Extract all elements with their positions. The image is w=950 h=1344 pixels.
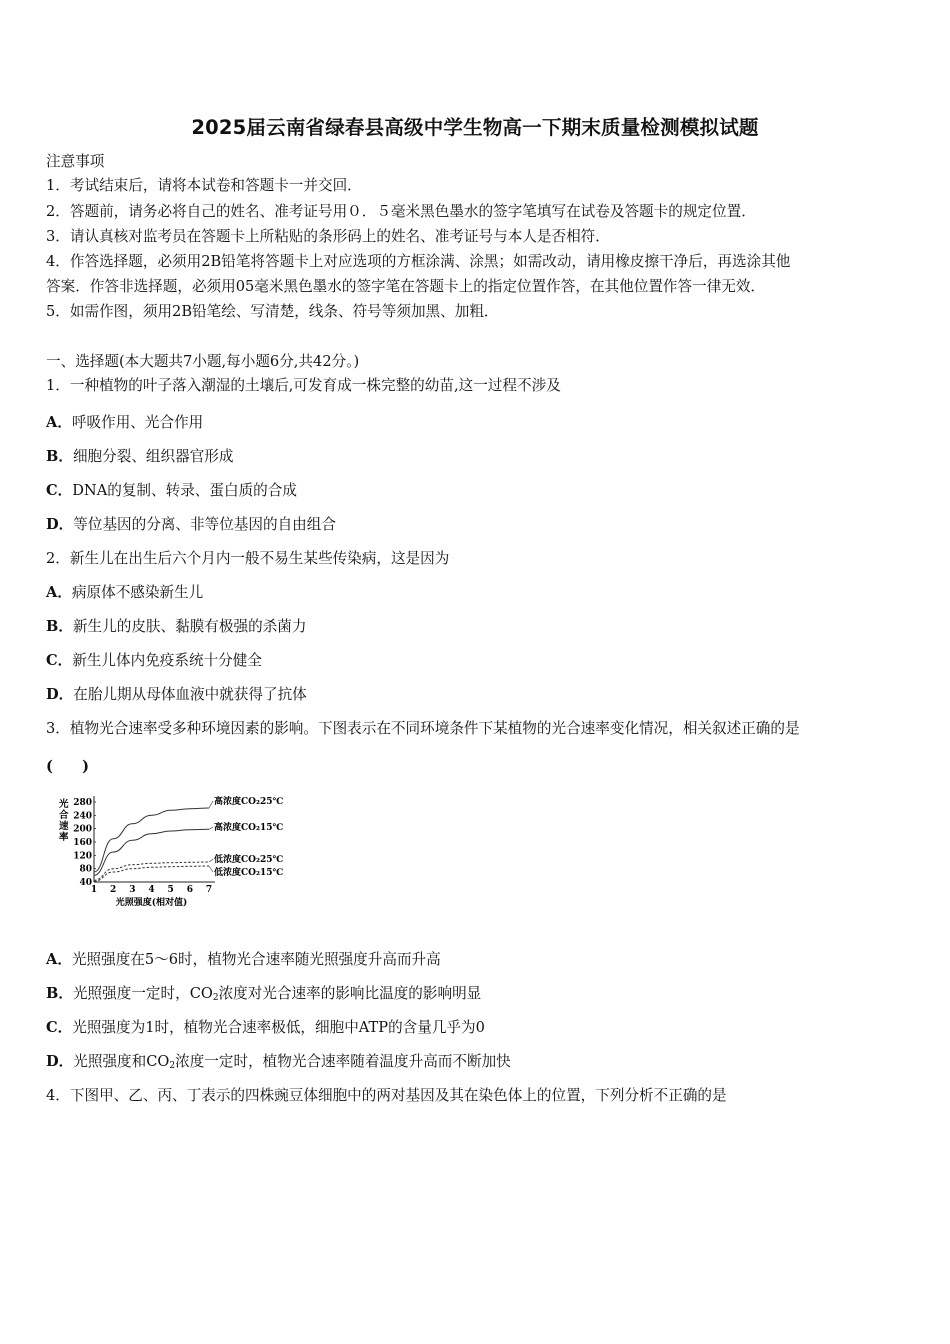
option-letter: B． <box>46 448 73 465</box>
option-text: DNA的复制、转录、蛋白质的合成 <box>72 482 297 499</box>
x-tick-label: 7 <box>205 885 213 895</box>
series-label: 低浓度CO₂25℃ <box>214 855 284 865</box>
option-letter: D． <box>46 1053 74 1070</box>
option <box>46 413 203 433</box>
question-stem: 3．植物光合速率受多种环境因素的影响。下图表示在不同环境条件下某植物的光合速率变化情况，相关叙述正确的是 <box>46 720 800 737</box>
x-tick-label: 2 <box>110 885 117 895</box>
subscript: 2 <box>169 1061 176 1071</box>
series-line <box>94 862 209 880</box>
notice-item: 1．考试结束后，请将本试卷和答题卡一并交回． <box>46 177 362 194</box>
option-letter: C． <box>46 482 73 499</box>
notice-heading: 注意事项 <box>46 153 105 170</box>
option <box>46 984 481 1008</box>
notice-item: 3．请认真核对监考员在答题卡上所粘贴的条形码上的姓名、准考证号与本人是否相符． <box>46 228 610 245</box>
option-text: 光照强度为1时，植物光合速率极低，细胞中ATP的含量几乎为0 <box>72 1019 485 1036</box>
series-leader <box>209 866 213 872</box>
notice-item: 5．如需作图，须用2B铅笔绘、写清楚，线条、符号等须加黑、加粗． <box>46 303 499 320</box>
x-axis-label: 光照强度(相对值) <box>115 898 188 908</box>
x-tick-label: 1 <box>90 885 98 895</box>
option-text-a: 光照强度一定时，CO <box>72 985 213 1002</box>
series-line <box>94 866 209 881</box>
y-axis-label-char: 合 <box>59 810 69 821</box>
y-tick-label: 80 <box>79 864 92 875</box>
option-letter: D． <box>46 686 74 703</box>
section-heading: 一、选择题(本大题共7小题,每小题6分,共42分。) <box>46 353 360 370</box>
option <box>46 583 203 603</box>
y-axis-label-char: 率 <box>59 832 69 843</box>
option-text: 病原体不感染新生儿 <box>71 584 204 601</box>
question-stem: 1．一种植物的叶子落入潮湿的土壤后,可发育成一株完整的幼苗,这一过程不涉及 <box>46 377 561 394</box>
option-text: 在胎儿期从母体血液中就获得了抗体 <box>73 686 307 703</box>
photosynthesis-chart <box>52 790 302 920</box>
notice-item: 答案．作答非选择题，必须用05毫米黑色墨水的签字笔在答题卡上的指定位置作答，在其他位置作答一律无效． <box>46 278 766 295</box>
series-leader <box>209 859 213 862</box>
option <box>46 481 297 501</box>
question-stem: 4．下图甲、乙、丙、丁表示的四株豌豆体细胞中的两对基因及其在染色体上的位置，下列分析不正确的是 <box>46 1087 727 1104</box>
y-tick-label: 40 <box>79 878 92 888</box>
page-title: 2025届云南省绿春县高级中学生物高一下期末质量检测模拟试题 <box>191 116 759 139</box>
option-letter: B． <box>46 985 73 1002</box>
y-axis-label-char: 光 <box>59 799 69 810</box>
option <box>46 685 307 705</box>
series-label: 高浓度CO₂15℃ <box>214 823 284 833</box>
option-letter: A． <box>46 951 72 968</box>
y-axis-label-char: 速 <box>59 821 69 832</box>
y-tick-label: 120 <box>73 851 92 862</box>
y-tick-label: 200 <box>73 824 92 835</box>
option <box>46 651 262 671</box>
x-tick-label: 5 <box>167 885 174 895</box>
series-line <box>94 829 209 875</box>
answer-bracket: ( ) <box>46 758 89 775</box>
series-line <box>94 808 209 872</box>
y-tick-label: 240 <box>73 811 92 822</box>
x-tick-label: 6 <box>186 885 193 895</box>
series-label: 低浓度CO₂15℃ <box>214 868 284 878</box>
option-text: 新生儿的皮肤、黏膜有极强的杀菌力 <box>72 618 307 635</box>
option-text-b: 浓度一定时，植物光合速率随着温度升高而不断加快 <box>175 1053 511 1070</box>
y-tick-label: 160 <box>73 838 92 848</box>
notice-item: 2．答题前，请务必将自己的姓名、准考证号用０．５毫米黑色墨水的签字笔填写在试卷及答题卡的规定位置． <box>46 203 756 220</box>
option <box>46 515 336 535</box>
option-text: 等位基因的分离、非等位基因的自由组合 <box>73 516 336 533</box>
notice-item: 4．作答选择题，必须用2B铅笔将答题卡上对应选项的方框涂满、涂黑；如需改动，请用橡皮擦干净后，再选涂其他 <box>46 253 791 270</box>
option-text-b: 浓度对光合速率的影响比温度的影响明显 <box>218 985 482 1002</box>
x-tick-label: 4 <box>148 885 155 895</box>
option-text: 呼吸作用、光合作用 <box>71 414 204 431</box>
series-leader <box>209 801 213 808</box>
question-stem: 2．新生儿在出生后六个月内一般不易生某些传染病，这是因为 <box>46 550 450 567</box>
y-tick-label: 280 <box>73 798 92 808</box>
option <box>46 447 233 467</box>
option-text: 细胞分裂、组织器官形成 <box>72 448 234 465</box>
x-tick-label: 3 <box>129 885 136 895</box>
option <box>46 1052 511 1076</box>
option-letter: A． <box>46 584 72 601</box>
option-letter: C． <box>46 1019 73 1036</box>
option <box>46 1018 485 1038</box>
option-letter: A． <box>46 414 72 431</box>
option-letter: D． <box>46 516 74 533</box>
subscript: 2 <box>212 993 219 1003</box>
option <box>46 617 306 637</box>
option <box>46 950 441 970</box>
option-letter: C． <box>46 652 73 669</box>
series-label: 高浓度CO₂25℃ <box>214 797 284 807</box>
series-leader <box>209 827 213 829</box>
option-text-a: 光照强度和CO <box>73 1053 170 1070</box>
option-letter: B． <box>46 618 73 635</box>
option-text: 光照强度在5～6时，植物光合速率随光照强度升高而升高 <box>71 951 441 968</box>
option-text: 新生儿体内免疫系统十分健全 <box>72 652 262 669</box>
